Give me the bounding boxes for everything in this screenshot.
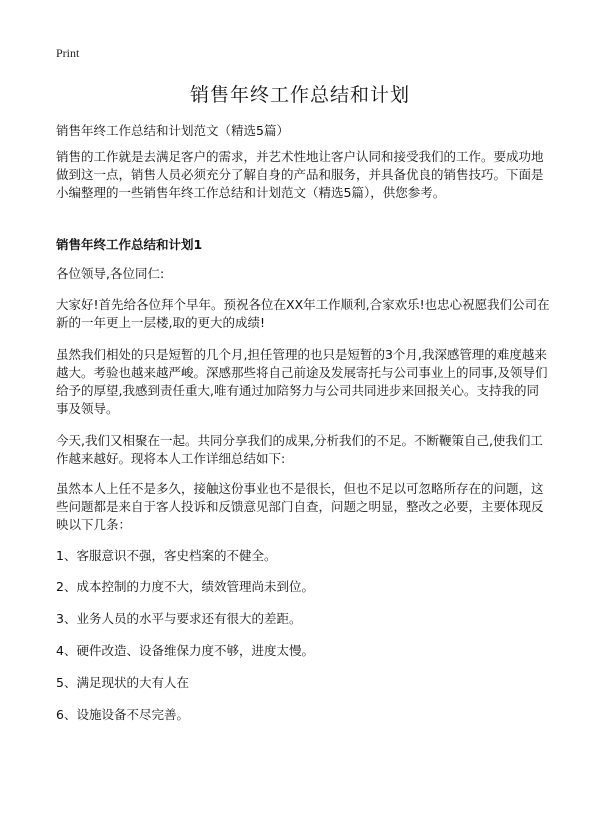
paragraph-4: 虽然本人上任不是多久，接触这份事业也不是很长，但也不足以可忽略所存在的问题，这些问题都是来自于客人投诉和反馈意见部门自查，问题之明显，整改之必要，主要体现反映以下几条： (56, 481, 544, 532)
list-item: 6、设施设备不尽完善。 (56, 707, 189, 722)
section-heading: 销售年终工作总结和计划1 (56, 237, 203, 252)
paragraph-3: 今天,我们又相聚在一起。共同分享我们的成果,分析我们的不足。不断鞭策自己,使我们工作越来越好。现将本人工作详细总结如下: (56, 433, 543, 466)
document-subtitle: 销售年终工作总结和计划范文（精选5篇） (56, 123, 289, 138)
greeting-paragraph: 各位领导,各位同仁: (56, 266, 165, 281)
paragraph-1: 大家好!首先给各位拜个早年。预祝各位在XX年工作顺利,合家欢乐!也忠心祝愿我们公司在新的一年更上一层楼,取的更大的成绩! (56, 297, 550, 330)
print-label: Print (56, 46, 80, 60)
list-item: 5、满足现状的大有人在 (56, 675, 189, 690)
list-item: 4、硬件改造、设备维保力度不够，进度太慢。 (56, 643, 314, 658)
list-item: 3、业务人员的水平与要求还有很大的差距。 (56, 611, 302, 626)
page-title: 销售年终工作总结和计划 (189, 84, 410, 106)
list-item: 2、成本控制的力度不大，绩效管理尚未到位。 (56, 579, 314, 594)
list-item: 1、客服意识不强，客史档案的不健全。 (56, 548, 277, 563)
intro-paragraph: 销售的工作就是去满足客户的需求，并艺术性地让客户认同和接受我们的工作。要成功地做到这一点，销售人员必须充分了解自身的产品和服务，并具备优良的销售技巧。下面是小编整理的一些销售年终工作总结和计划范文（精选5篇），供您参考。 (56, 149, 544, 200)
paragraph-2: 虽然我们相处的只是短暂的几个月,担任管理的也只是短暂的3个月,我深感管理的难度越来越大。考验也越来越严峻。深感那些将自己前途及发展寄托与公司事业上的同事,及领导们给予的厚望,我感到责任重大,唯有通过加陪努力与公司共同进步来回报关心。支持我的同事及领导。 (56, 347, 548, 416)
